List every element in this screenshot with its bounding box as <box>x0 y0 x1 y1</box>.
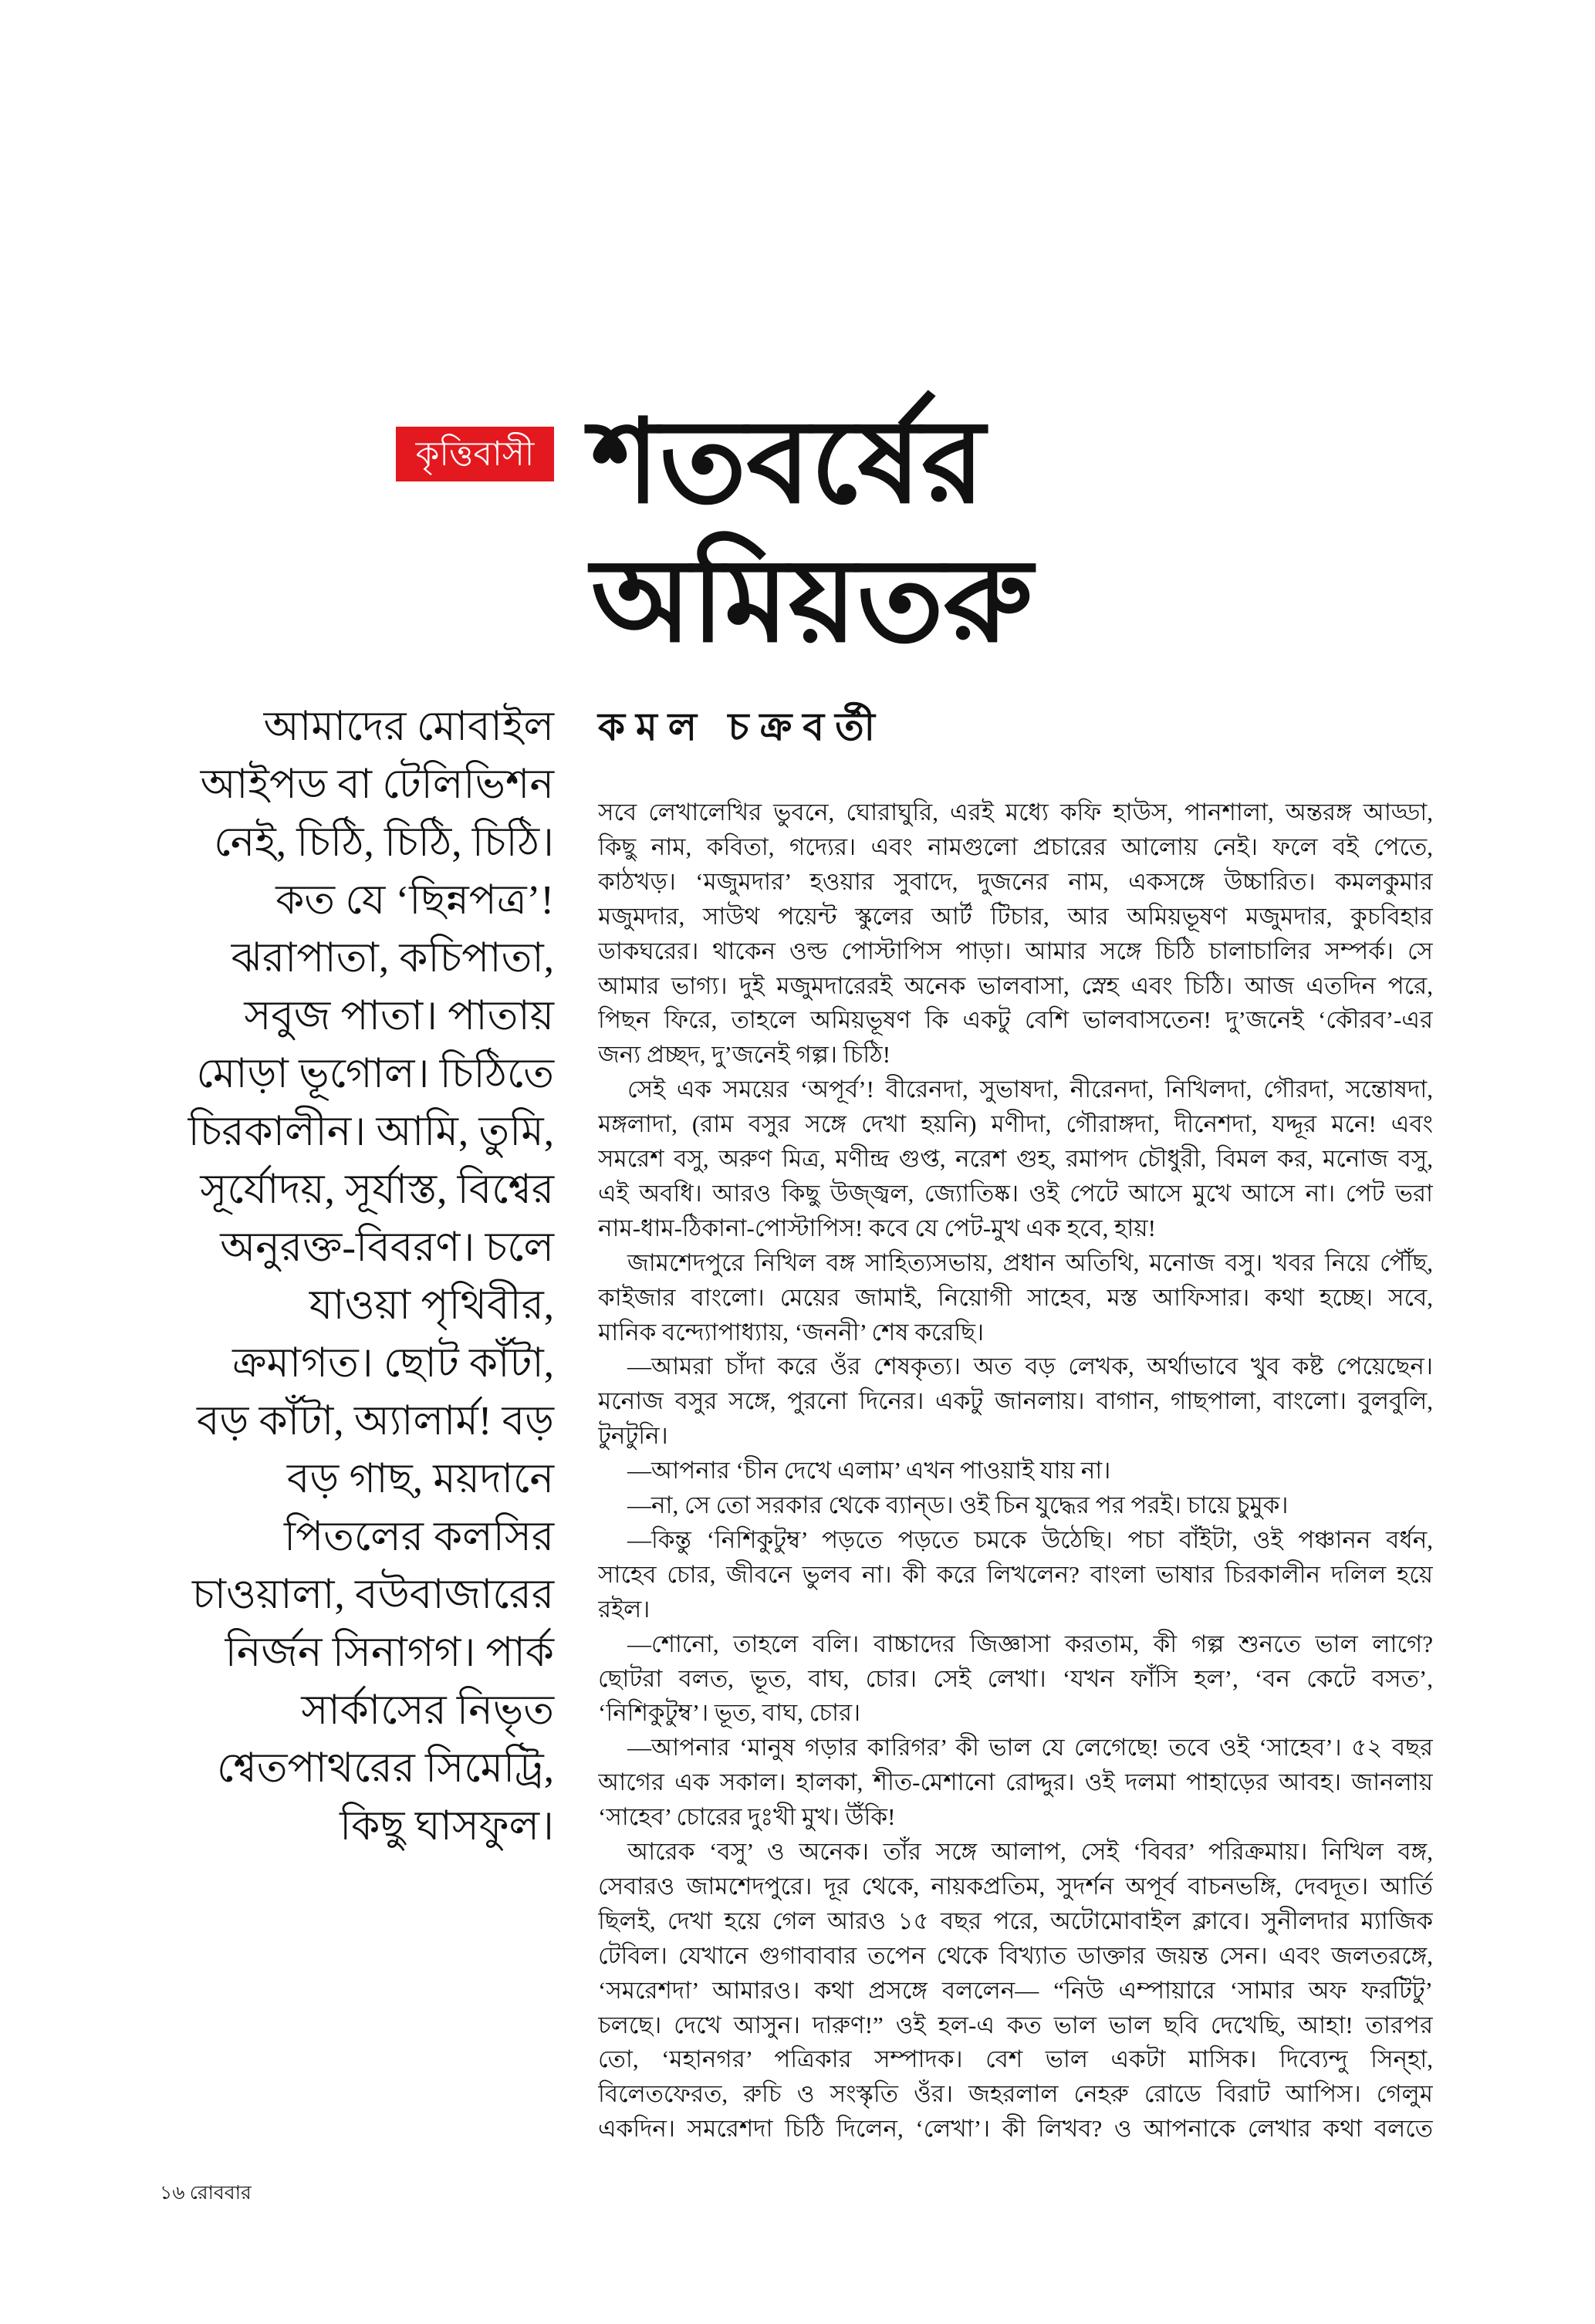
pullquote-line: অনুরক্ত-বিবরণ। চলে <box>220 1225 554 1270</box>
body-text-line: কিছু নাম, কবিতা, গদ্যের। এবং নামগুলো প্রচারের আলোয় নেই। ফলে বই পেতে, <box>598 833 1433 860</box>
body-text-line: পিছন ফিরে, তাহলে অমিয়ভূষণ কি একটু বেশি ভালবাসতেন! দু’জনেই ‘কৌরব’-এর <box>598 1006 1433 1034</box>
body-text-line: মানিক বন্দ্যোপাধ্যায়, ‘জননী’ শেষ করেছি। <box>598 1318 985 1346</box>
body-text-line: আমার ভাগ্য। দুই মজুমদারেরই অনেক ভালবাসা, স্নেহ এবং চিঠি। আজ এতদিন পরে, <box>598 971 1433 999</box>
body-text-line: ‘সমরেশদা’ আমারও। কথা প্রসঙ্গে বললেন— “নিউ এম্পায়ারে ‘সামার অফ ফরটিটু’ <box>598 1976 1433 2004</box>
body-text-line: ডাকঘরের। থাকেন ওল্ড পোস্টাপিস পাড়া। আমার সঙ্গে চিঠি চালাচালির সম্পর্ক। সে <box>598 937 1433 964</box>
body-text-line: —আমরা চাঁদা করে ওঁর শেষকৃত্য। অত বড় লেখক, অর্থাভাবে খুব কষ্ট পেয়েছেন। <box>627 1353 1433 1380</box>
page-number: ১৬ <box>160 2183 185 2204</box>
pullquote-line: শ্বেতপাথরের সিমেট্রি, <box>217 1746 554 1791</box>
body-text-line: ছিলই, দেখা হয়ে গেল আরও ১৫ বছর পরে, অটোমোবাইল ক্লাবে। সুনীলদার ম্যাজিক <box>598 1907 1433 1934</box>
pullquote-line: কত যে ‘ছিন্নপত্র’! <box>275 878 554 923</box>
pullquote-line: নির্জন সিনাগগ। পার্ক <box>225 1630 554 1675</box>
pullquote-line: ক্রমাগত। ছোট কাঁটা, <box>232 1341 554 1386</box>
body-text-line: সাহেব চোর, জীবনে ভুলব না। কী করে লিখলেন? বাংলা ভাষার চিরকালীন দলিল হয়ে <box>598 1560 1433 1588</box>
body-text-line: মনোজ বসুর সঙ্গে, পুরনো দিনের। একটু জানলায়। বাগান, গাছপালা, বাংলো। বুলবুলি, <box>598 1387 1433 1415</box>
body-text-line: সেই এক সময়ের ‘অপূর্ব’! বীরেনদা, সুভাষদা, নীরেনদা, নিখিলদা, গৌরদা, সন্তোষদা, <box>627 1076 1433 1103</box>
pullquote-line: নেই, চিঠি, চিঠি, চিঠি। <box>214 820 554 865</box>
pullquote-line: সার্কাসের নিভৃত <box>301 1688 554 1733</box>
body-text-line: ‘সাহেব’ চোরের দুঃখী মুখ। উঁকি! <box>598 1803 896 1831</box>
body-text-line: এই অবধি। আরও কিছু উজ্জ্বল, জ্যোতিষ্ক। ওই পেটে আসে মুখে আসে না। পেট ভরা <box>598 1179 1433 1207</box>
body-text-line: —কিন্তু ‘নিশিকুটুম্ব’ পড়তে পড়তে চমকে উঠেছি। পচা বাঁইটা, ওই পঞ্চানন বর্ধন, <box>627 1525 1433 1553</box>
body-text-line: সমরেশ বসু, অরুণ মিত্র, মণীন্দ্র গুপ্ত, নরেশ গুহ, রমাপদ চৌধুরী, বিমল কর, মনোজ বসু, <box>598 1145 1433 1172</box>
headline-line-2: অমিয়তরু <box>591 538 1033 666</box>
body-text-line: মঙ্গলাদা, (রাম বসুর সঙ্গে দেখা হয়নি) মণীদা, গৌরাঙ্গদা, দীনেশদা, যদ্দূর মনে! এবং <box>598 1110 1433 1138</box>
headline-line-1: শতবর্ষের <box>591 399 985 527</box>
body-text-line: সবে লেখালেখির ভুবনে, ঘোরাঘুরি, এরই মধ্যে কফি হাউস, পানশালা, অন্তরঙ্গ আড্ডা, <box>598 799 1433 826</box>
body-text-line: একদিন। সমরেশদা চিঠি দিলেন, ‘লেখা’। কী লিখব? ও আপনাকে লেখার কথা বলতে <box>598 2115 1433 2143</box>
author-byline: কমল চক্রবর্তী <box>598 705 886 748</box>
magazine-name: রোববার <box>189 2183 252 2204</box>
pullquote-line: বড় কাঁটা, অ্যালার্ম! বড় <box>197 1399 554 1444</box>
body-text-line: কাইজার বাংলো। মেয়ের জামাই, নিয়োগী সাহেব, মস্ত আফিসার। কথা হচ্ছে। সবে, <box>598 1283 1433 1311</box>
body-text-line: বিলেতফেরত, রুচি ও সংস্কৃতি ওঁর। জহরলাল নেহরু রোডে বিরাট আপিস। গেলুম <box>598 2080 1433 2108</box>
body-text-line: তো, ‘মহানগর’ পত্রিকার সম্পাদক। বেশ ভাল একটা মাসিক। দিব্যেন্দু সিন্‌হা, <box>598 2045 1433 2073</box>
body-text-line: আরেক ‘বসু’ ও অনেক। তাঁর সঙ্গে আলাপ, সেই ‘বিবর’ পরিক্রমায়। নিখিল বঙ্গ, <box>627 1838 1433 1865</box>
body-text-line: রইল। <box>598 1595 651 1623</box>
body-text-line: —শোনো, তাহলে বলি। বাচ্চাদের জিজ্ঞাসা করতাম, কী গল্প শুনতে ভাল লাগে? <box>627 1630 1433 1657</box>
pullquote-line: চাওয়ালা, বউবাজারের <box>192 1572 554 1617</box>
body-text-line: আগের এক সকাল। হালকা, শীত-মেশানো রোদ্দুর। ওই দলমা পাহাড়ের আবহ। জানলায় <box>598 1768 1433 1796</box>
page-footer <box>160 2177 252 2211</box>
pullquote-line: মোড়া ভূগোল। চিঠিতে <box>196 1052 554 1096</box>
pullquote-line: ঝরাপাতা, কচিপাতা, <box>231 936 554 981</box>
pullquote-line: যাওয়া পৃথিবীর, <box>309 1283 554 1328</box>
body-text-line: —আপনার ‘মানুষ গড়ার কারিগর’ কী ভাল যে লেগেছে! তবে ওই ‘সাহেব’। ৫২ বছর <box>627 1734 1433 1762</box>
body-text-line: মজুমদার, সাউথ পয়েন্ট স্কুলের আর্ট টিচার, আর অমিয়ভূষণ মজুমদার, কুচবিহার <box>598 902 1433 930</box>
body-text-line: চলছে। দেখে আসুন। দারুণ!” ওই হল-এ কত ভাল ভাল ছবি দেখেছি, আহা! তারপর <box>598 2011 1433 2039</box>
pullquote-line: সূর্যোদয়, সূর্যাস্ত, বিশ্বের <box>200 1167 554 1212</box>
section-tag: কৃত্তিবাসী <box>396 427 554 481</box>
pullquote-line: কিছু ঘাসফুল। <box>340 1804 554 1849</box>
pullquote-line: সবুজ পাতা। পাতায় <box>244 994 554 1039</box>
body-text-line: টেবিল। যেখানে গুগাবাবার তপেন থেকে বিখ্যাত ডাক্তার জয়ন্ত সেন। এবং জলতরঙ্গে, <box>598 1941 1433 1969</box>
pullquote-line: আমাদের মোবাইল <box>263 704 554 749</box>
body-text-line: —আপনার ‘চীন দেখে এলাম’ এখন পাওয়াই যায় না। <box>627 1457 1111 1485</box>
pullquote-line: চিরকালীন। আমি, তুমি, <box>188 1110 554 1154</box>
body-text-line: জামশেদপুরে নিখিল বঙ্গ সাহিত্যসভায়, প্রধান অতিথি, মনোজ বসু। খবর নিয়ে পৌঁছ, <box>627 1248 1433 1276</box>
body-text-line: ছোটরা বলত, ভূত, বাঘ, চোর। সেই লেখা। ‘যখন ফাঁসি হল’, ‘বন কেটে বসত’, <box>598 1664 1433 1692</box>
pullquote-line: আইপড বা টেলিভিশন <box>200 762 554 807</box>
pullquote-line: বড় গাছ, ময়দানে <box>286 1457 554 1501</box>
body-text-line: ‘নিশিকুটুম্ব’। ভূত, বাঘ, চোর। <box>598 1699 861 1727</box>
body-text-line: টুনটুনি। <box>598 1422 668 1450</box>
body-text-line: নাম-ধাম-ঠিকানা-পোস্টাপিস! কবে যে পেট-মুখ এক হবে, হায়! <box>598 1214 1156 1241</box>
pullquote-line: পিতলের কলসির <box>284 1515 554 1559</box>
body-text-line: কাঠখড়। ‘মজুমদার’ হওয়ার সুবাদে, দুজনের নাম, একসঙ্গে উচ্চারিত। কমলকুমার <box>598 867 1433 895</box>
body-text-line: জন্য প্রচ্ছদ, দু’জনেই গল্প। চিঠি! <box>598 1041 891 1069</box>
body-text-line: সেবারও জামশেদপুরে। দূর থেকে, নায়কপ্রতিম, সুদর্শন অপূর্ব বাচনভঙ্গি, দেবদূত। আর্তি <box>598 1872 1433 1900</box>
body-text-line: —না, সে তো সরকার থেকে ব্যান্‌ড। ওই চিন যুদ্ধের পর পরই। চায়ে চুমুক। <box>627 1491 1289 1518</box>
